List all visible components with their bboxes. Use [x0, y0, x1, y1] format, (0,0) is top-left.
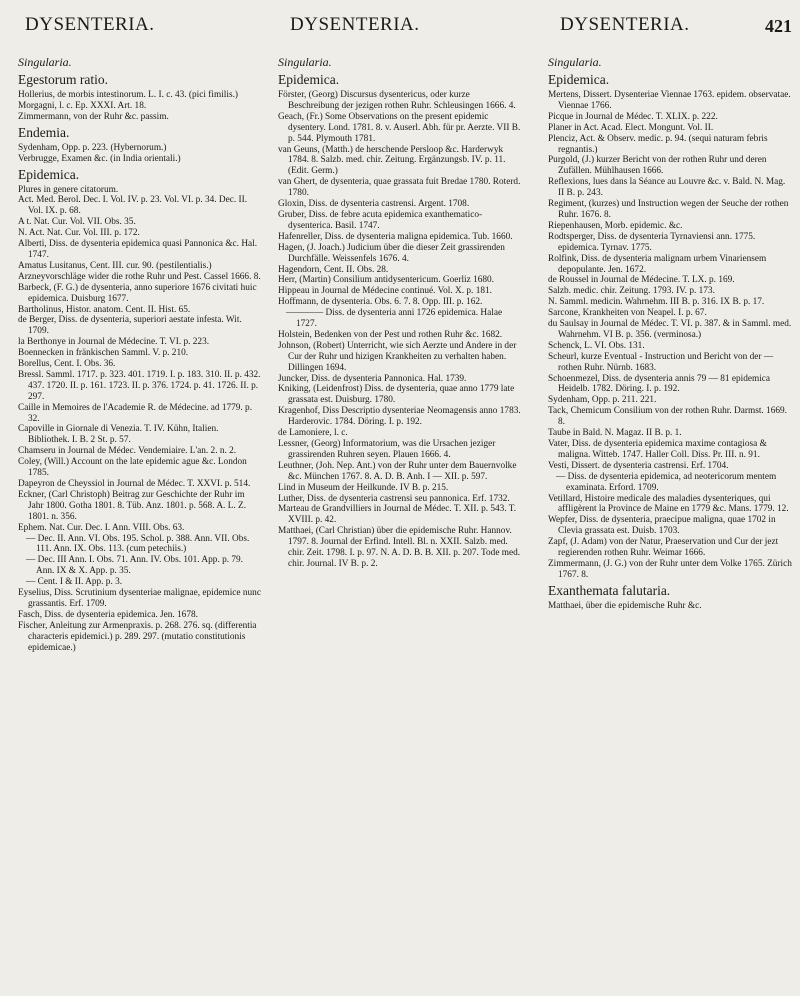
bibliography-entry: Sydenham, Opp. p. 211. 221. [548, 395, 657, 406]
section-heading: Exanthemata falutaria. [548, 582, 671, 598]
bibliography-entry: Hoffmann, de dysenteria. Obs. 6. 7. 8. Opp. III. p. 162. [278, 297, 483, 308]
bibliography-entry: Purgold, (J.) kurzer Bericht von der rothen Ruhr und deren Zufällen. Mühlhausen 1666. [548, 155, 767, 177]
column-right [548, 55, 792, 990]
page-header [0, 14, 800, 44]
bibliography-entry: Plenciz, Act. & Observ. medic. p. 94. (sequi naturam febris regnantis.) [548, 133, 768, 155]
bibliography-entry: N. Act. Nat. Cur. Vol. III. p. 172. [18, 228, 140, 239]
bibliography-entry: Riepenhausen, Morb. epidemic. &c. [548, 220, 683, 231]
section-heading: Epidemica. [548, 72, 610, 87]
bibliography-entry: Taube in Bald. N. Magaz. II B. p. 1. [548, 428, 682, 439]
bibliography-entry: Lind in Museum der Heilkunde. IV B. p. 215. [278, 482, 449, 493]
section-heading: Epidemica. [278, 72, 340, 87]
bibliography-entry: Vetillard, Histoire medicale des maladies dysenteriques, qui affligèrent la Province de Maine en 1779 &c. Mans. 1779. 12. [548, 493, 789, 515]
bibliography-entry: Boennecken in fränkischen Samml. V. p. 210. [18, 348, 189, 359]
bibliography-entry: Morgagni, l. c. Ep. XXXI. Art. 18. [18, 100, 147, 111]
bibliography-entry: de Lamoniere, l. c. [278, 428, 348, 439]
bibliography-entry: Fischer, Anleitung zur Armenpraxis. p. 268. 276. sq. (differentia characteris epidemici.) p. 289. 297. (mutatio constitutionis epidemicae.) [18, 620, 257, 653]
running-title: Singularia. [278, 55, 332, 69]
bibliography-entry: Rodtsperger, Diss. de dysenteria Tyrnaviensi ann. 1775. epidemica. Tyrnav. 1775. [548, 231, 756, 253]
header-right-title: DYSENTERIA. [560, 14, 690, 35]
bibliography-entry: Sarcone, Krankheiten von Neapel. I. p. 67. [548, 308, 707, 319]
section-heading: Endemia. [18, 124, 70, 140]
bibliography-entry: Hagen, (J. Joach.) Judicium über die dieser Zeit grassirenden Durchfälle. Weissenfels 1676. 4. [278, 242, 505, 264]
bibliography-entry: Zimmermann, von der Ruhr &c. passim. [18, 111, 169, 122]
bibliography-entry: Juncker, Diss. de dysenteria Pannonica. Hal. 1739. [278, 373, 467, 384]
bibliography-entry: Geach, (Fr.) Some Observations on the present epidemic dysentery. Lond. 1781. 8. v. Auserl. Abh. für pr. Aerzte. VII B. p. 544. Plymouth 1781. [278, 111, 521, 144]
bibliography-entry: N. Samml. medicin. Wahrnehm. III B. p. 316. IX B. p. 17. [548, 297, 765, 308]
bibliography-entry: Leuthner, (Joh. Nep. Ant.) von der Ruhr unter dem Bauernvolke &c. München 1767. 8. A. D. B. Anh. I — XII. p. 597. [278, 460, 517, 482]
section-heading: Epidemica. [18, 166, 80, 182]
bibliography-entry: Vesti, Dissert. de dysenteria castrensi. Erf. 1704. [548, 460, 729, 471]
bibliography-entry: Marteau de Grandvilliers in Journal de Médec. T. XII. p. 543. T. XVIII. p. 42. [278, 504, 517, 526]
bibliography-entry: Matthaei, über die epidemische Ruhr &c. [548, 600, 702, 611]
bibliography-entry: van Geuns, (Matth.) de herschende Persloop &c. Harderwyk 1784. 8. Salzb. med. chir. Zeitung. Ergänzungsb. IV. p. 11. (Edit. Germ.) [278, 144, 506, 177]
bibliography-entry: Eckner, (Carl Christoph) Beitrag zur Geschichte der Ruhr im Jahr 1800. Gotha 1801. 8. Tüb. Anz. 1801. p. 568. A. L. Z. 1801. n. 356. [18, 489, 247, 522]
bibliography-entry: A t. Nat. Cur. Vol. VII. Obs. 35. [18, 217, 136, 228]
bibliography-entry: Bressl. Samml. 1717. p. 323. 401. 1719. I. p. 183. 310. II. p. 432. 437. 1720. II. p. 161. 1723. II. p. 376. 1724. p. 41. 1726. II. p. 297. [18, 369, 261, 402]
bibliography-entry: Barbeck, (F. G.) de dysenteria, anno superiore 1676 civitati huic epidemica. Duisburg 1677. [18, 282, 257, 304]
bibliography-entry: du Saulsay in Journal de Médec. T. VI. p. 387. & in Samml. med. Wahrnehm. VI B. p. 356. (verminosa.) [548, 319, 792, 340]
bibliography-entry: Act. Med. Berol. Dec. I. Vol. IV. p. 23. Vol. VI. p. 34. Dec. II. Vol. IX. p. 68. [18, 195, 248, 217]
bibliography-entry: la Berthonye in Journal de Médecine. T. VI. p. 223. [18, 337, 210, 348]
bibliography-entry: Regiment, (kurzes) und Instruction wegen der Seuche der rothen Ruhr. 1676. 8. [548, 199, 789, 220]
bibliography-entry: Zapf, (J. Adam) von der Natur, Praeservation und Cur der jezt regierenden rothen Ruhr. Weimar 1666. [548, 537, 779, 559]
bibliography-entry: Schoenmezel, Diss. de dysenteria annis 79 — 81 epidemica Heidelb. 1782. Döring. I. p. 192. [548, 373, 771, 395]
bibliography-entry: Schenck, L. VI. Obs. 131. [548, 340, 645, 351]
bibliography-entry: — Dec. III Ann. I. Obs. 71. Ann. IV. Obs. 101. App. p. 79. Ann. IX & X. App. p. 35. [26, 555, 244, 577]
bibliography-entry: Bartholinus, Histor. anatom. Cent. II. Hist. 65. [18, 304, 191, 315]
bibliography-entry: Scheurl, kurze Eventual - Instruction und Bericht von der — rothen Ruhr. Nürnb. 1683. [548, 351, 774, 373]
bibliography-entry: Zimmermann, (J. G.) von der Ruhr unter dem Volke 1765. Zürich 1767. 8. [548, 558, 792, 580]
bibliography-entry: Caille in Memoires de l'Academie R. de Médecine. ad 1779. p. 32. [18, 402, 253, 424]
bibliography-entry: Amatus Lusitanus, Cent. III. cur. 90. (pestilentialis.) [18, 260, 212, 271]
bibliography-entry: Borellus, Cent. I. Obs. 36. [18, 359, 116, 370]
column-left [18, 55, 262, 990]
bibliography-entry: Ephem. Nat. Cur. Dec. I. Ann. VIII. Obs. 63. [18, 522, 185, 533]
bibliography-entry: Vater, Diss. de dysenteria epidemica maxime contagiosa & maligna. Witteb. 1747. Haller Coll. Diss. Pr. III. n. 91. [548, 439, 767, 460]
header-middle-title: DYSENTERIA. [290, 14, 420, 35]
bibliography-entry: — Diss. de dysenteria epidemica, ad neotericorum mentem examinata. Erford. 1709. [556, 471, 777, 493]
bibliography-entry: de Berger, Diss. de dysenteria, superiori aestate infesta. Wit. 1709. [18, 315, 242, 337]
bibliography-entry: Holstein, Bedenken von der Pest und rothen Ruhr &c. 1682. [278, 329, 503, 340]
header-left-title: DYSENTERIA. [25, 14, 155, 35]
bibliography-entry: de Roussel in Journal de Médecine. T. LX. p. 169. [548, 275, 735, 286]
bibliography-entry: Coley, (Will.) Account on the late epidemic ague &c. London 1785. [18, 457, 247, 479]
bibliography-entry: Reflexions, lues dans la Séance au Louvre &c. v. Bald. N. Mag. II B. p. 243. [548, 177, 786, 199]
bibliography-entry: Gloxin, Diss. de dysenteria castrensi. Argent. 1708. [278, 199, 470, 210]
bibliography-entry: Johnson, (Robert) Unterricht, wie sich Aerzte und Andere in der Cur der Ruhr und hizigen Krankheiten zu verhalten haben. Dillingen 1694. [278, 340, 517, 373]
bibliography-entry: Lessner, (Georg) Informatorium, was die Ursachen jeziger grassirenden Ruhren seyen. Plauen 1666. 4. [278, 439, 496, 460]
bibliography-entry: — Dec. II. Ann. VI. Obs. 195. Schol. p. 388. Ann. VII. Obs. 111. Ann. IX. Obs. 113. (cum petechiis.) [26, 533, 250, 555]
bibliography-entry: van Ghert, de dysenteria, quae grassata fuit Bredae 1780. Roterd. 1780. [278, 177, 521, 199]
bibliography-entry: Picque in Journal de Médec. T. XLIX. p. 222. [548, 111, 718, 122]
bibliography-entry: Wepfer, Diss. de dysenteria, praecipue maligna, quae 1702 in Clevia grassata est. Duisb. 1703. [548, 515, 776, 537]
section-heading: Egestorum ratio. [18, 72, 108, 87]
bibliography-entry: Dapeyron de Cheyssiol in Journal de Médec. T. XXVI. p. 514. [18, 479, 251, 489]
bibliography-entry: Hippeau in Journal de Médecine continué. Vol. X. p. 181. [278, 286, 492, 297]
bibliography-entry: Hagendorn, Cent. II. Obs. 28. [278, 264, 389, 275]
bibliography-entry: Mertens, Dissert. Dysenteriae Viennae 1763. epidem. observatae. Viennae 1766. [548, 90, 791, 111]
bibliography-entry: Salzb. medic. chir. Zeitung. 1793. IV. p. 173. [548, 286, 715, 297]
bibliography-entry: Gruber, Diss. de febre acuta epidemica exanthematico-dysenterica. Basil. 1747. [278, 209, 483, 231]
bibliography-entry: Kragenhof, Diss Descriptio dysenteriae Neomagensis anno 1783. Harderovic. 1784. Döring. I. p. 192. [278, 406, 521, 428]
bibliography-entry: Chamseru in Journal de Médec. Vendemiaire. L'an. 2. n. 2. [18, 446, 237, 457]
page-number: 421 [765, 16, 792, 36]
bibliography-entry: Förster, (Georg) Discursus dysentericus, oder kurze Beschreibung der jezigen rothen Ruhr. Schleusingen 1666. 4. [278, 90, 516, 111]
bibliography-entry: Eyselius, Diss. Scrutinium dysenteriae malignae, epidemice nunc grassantis. Erf. 1709. [18, 588, 261, 609]
bibliography-entry: — Cent. I & II. App. p. 3. [26, 577, 123, 588]
column-middle [278, 55, 522, 990]
bibliography-entry: Kniking, (Leidenfrost) Diss. de dysenteria, quae anno 1779 late grassata est. Duisburg. 1780. [278, 384, 515, 406]
running-title: Singularia. [548, 55, 602, 69]
bibliography-entry: Sydenham, Opp. p. 223. (Hybernorum.) [18, 142, 167, 153]
bibliography-entry: Arzneyvorschläge wider die rothe Ruhr und Pest. Cassel 1666. 8. [18, 271, 261, 282]
bibliography-entry: Rolfink, Diss. de dysenteria malignam urbem Vinariensem depopulante. Jen. 1672. [548, 253, 767, 275]
bibliography-entry: ———— Diss. de dysenteria anni 1726 epidemica. Halae 1727. [286, 308, 503, 330]
running-title: Singularia. [18, 55, 72, 69]
bibliography-entry: Alberti, Diss. de dysenteria epidemica quasi Pannonica &c. Hal. 1747. [18, 239, 258, 260]
bibliography-entry: Hafenreller, Diss. de dysenteria maligna epidemica. Tub. 1660. [278, 231, 513, 242]
bibliography-entry: Matthaei, (Carl Christian) über die epidemische Ruhr. Hannov. 1797. 8. Journal der Erfind. Intell. Bl. n. XXII. Salzb. med. chir. Zeit. 1798. I. p. 97. N. A. D. B. B. XII. p. 207. Tode med. chir. Journal. IV B. p. 2. [278, 526, 521, 569]
bibliography-entry: Plures in genere citatorum. [18, 184, 119, 195]
bibliography-entry: Hollerius, de morbis intestinorum. L. I. c. 43. (pici fimilis.) [18, 90, 238, 100]
bibliography-entry: Tack, Chemicum Consilium von der rothen Ruhr. Darmst. 1669. 8. [548, 406, 787, 428]
bibliography-entry: Verbrugge, Examen &c. (in India orientali.) [18, 153, 181, 164]
bibliography-entry: Fasch, Diss. de dysenteria epidemica. Jen. 1678. [18, 609, 198, 620]
bibliography-entry: Luther, Diss. de dysenteria castrensi seu pannonica. Erf. 1732. [278, 493, 510, 504]
bibliography-entry: Capoville in Giornale di Venezia. T. IV. Kühn, Italien. Bibliothek. I. B. 2 St. p. 57. [18, 424, 219, 446]
bibliography-entry: Planer in Act. Acad. Elect. Mongunt. Vol. II. [548, 122, 714, 133]
bibliography-entry: Herr, (Martin) Consilium antidysentericum. Goerliz 1680. [278, 275, 494, 286]
